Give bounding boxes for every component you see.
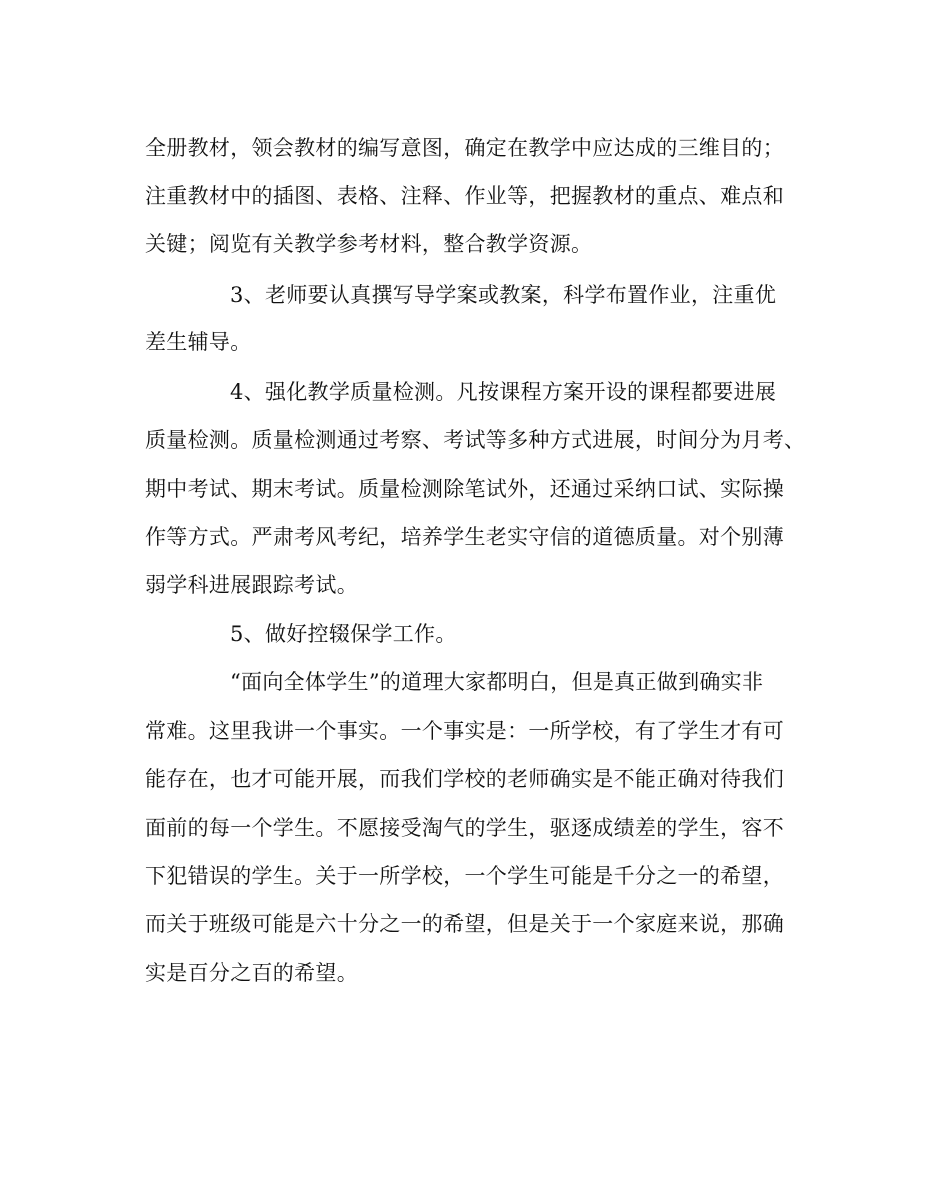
text-line: “面向全体学生”的道理大家都明白，但是真正做到确实非 <box>230 670 764 694</box>
text-line: 下犯错误的学生。关于一所学校，一个学生可能是千分之一的希望， <box>145 864 784 888</box>
text-line: 弱学科进展跟踪考试。 <box>145 573 358 597</box>
text-line: 期中考试、期末考试。质量检测除笔试外，还通过采纳口试、实际操 <box>145 477 784 501</box>
text-line: 差生辅导。 <box>145 330 252 354</box>
text-line: 5、做好控辍保学工作。 <box>230 622 457 646</box>
text-line: 全册教材，领会教材的编写意图，确定在教学中应达成的三维目的； <box>145 136 784 160</box>
text-line: 4、强化教学质量检测。凡按课程方案开设的课程都要进展 <box>230 380 777 404</box>
text-line: 常难。这里我讲一个事实。一个事实是：一所学校，有了学生才有可 <box>145 719 784 743</box>
text-line: 作等方式。严肃考风考纪，培养学生老实守信的道德质量。对个别薄 <box>145 525 784 549</box>
text-line: 注重教材中的插图、表格、注释、作业等，把握教材的重点、难点和 <box>145 184 784 208</box>
text-line: 质量检测。质量检测通过考察、考试等多种方式进展，时间分为月考、 <box>145 428 806 452</box>
text-line: 实是百分之百的希望。 <box>145 961 358 985</box>
text-line: 面前的每一个学生。不愿接受淘气的学生，驱逐成绩差的学生，容不 <box>145 816 784 840</box>
text-line: 3、老师要认真撰写导学案或教案，科学布置作业，注重优 <box>230 283 777 307</box>
text-line: 能存在，也才可能开展，而我们学校的老师确实是不能正确对待我们 <box>145 767 784 791</box>
text-line: 而关于班级可能是六十分之一的希望，但是关于一个家庭来说，那确 <box>145 912 784 936</box>
text-line: 关键；阅览有关教学参考材料，整合教学资源。 <box>145 232 593 256</box>
